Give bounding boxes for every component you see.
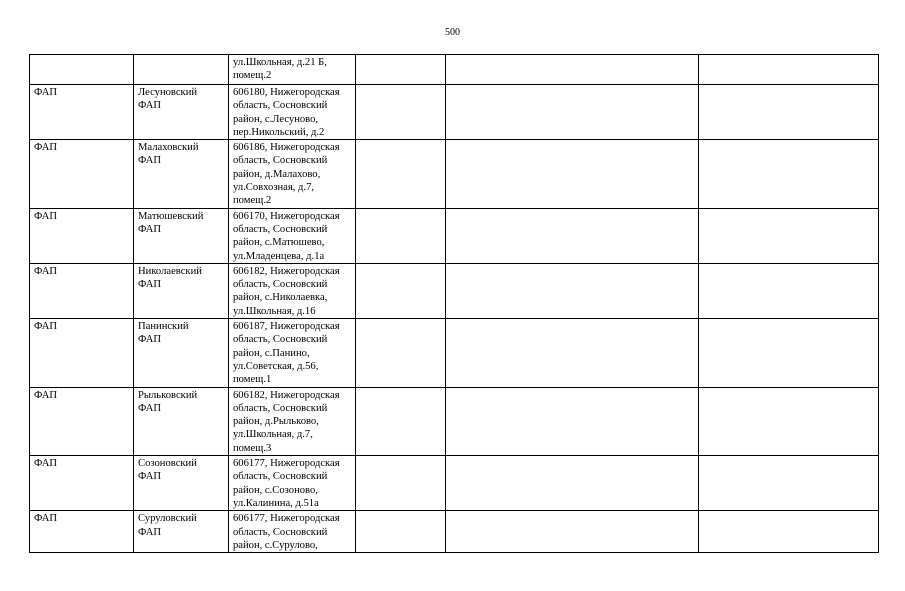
facility-address-cell: 606182, Нижегородская область, Сосновский район, с.Николаевка, ул.Школьная, д.16 <box>229 263 356 318</box>
facility-type-cell: ФАП <box>30 456 134 511</box>
facility-name-cell: Созоновский ФАП <box>134 456 229 511</box>
facility-address-cell: 606182, Нижегородская область, Сосновский район, д.Рыльково, ул.Школьная, д.7, помещ.3 <box>229 387 356 455</box>
empty-cell <box>699 55 879 85</box>
table-row <box>30 456 879 511</box>
empty-cell <box>699 263 879 318</box>
table-row <box>30 55 879 85</box>
page-number: 500 <box>445 27 460 38</box>
facility-name-cell <box>134 55 229 85</box>
facility-address-cell: 606177, Нижегородская область, Сосновский район, с.Созоново, ул.Калинина, д.51а <box>229 456 356 511</box>
facility-type-cell: ФАП <box>30 263 134 318</box>
empty-cell <box>699 456 879 511</box>
facility-address-cell: 606187, Нижегородская область, Сосновский район, с.Панино, ул.Советская, д.56, помещ.1 <box>229 319 356 387</box>
facility-table-body <box>30 55 879 553</box>
empty-cell <box>356 319 446 387</box>
empty-cell <box>356 140 446 208</box>
empty-cell <box>356 456 446 511</box>
facility-type-cell <box>30 55 134 85</box>
facility-registry-table <box>29 54 879 553</box>
facility-type-cell: ФАП <box>30 387 134 455</box>
empty-cell <box>446 85 699 140</box>
table-row <box>30 319 879 387</box>
empty-cell <box>699 208 879 263</box>
table-row <box>30 511 879 553</box>
facility-address-cell: 606186, Нижегородская область, Сосновский район, д.Малахово, ул.Совхозная, д.7, помещ.2 <box>229 140 356 208</box>
empty-cell <box>356 55 446 85</box>
empty-cell <box>356 85 446 140</box>
facility-address-cell: ул.Школьная, д.21 Б, помещ.2 <box>229 55 356 85</box>
facility-name-cell: Матюшевский ФАП <box>134 208 229 263</box>
empty-cell <box>356 208 446 263</box>
facility-type-cell: ФАП <box>30 140 134 208</box>
empty-cell <box>699 511 879 553</box>
empty-cell <box>356 511 446 553</box>
empty-cell <box>446 208 699 263</box>
empty-cell <box>446 263 699 318</box>
facility-name-cell: Малаховский ФАП <box>134 140 229 208</box>
empty-cell <box>446 319 699 387</box>
empty-cell <box>446 55 699 85</box>
facility-name-cell: Суруловский ФАП <box>134 511 229 553</box>
empty-cell <box>446 140 699 208</box>
empty-cell <box>356 387 446 455</box>
facility-type-cell: ФАП <box>30 319 134 387</box>
facility-name-cell: Панинский ФАП <box>134 319 229 387</box>
empty-cell <box>699 85 879 140</box>
facility-address-cell: 606177, Нижегородская область, Сосновский район, с.Сурулово, <box>229 511 356 553</box>
facility-name-cell: Лесуновский ФАП <box>134 85 229 140</box>
empty-cell <box>446 511 699 553</box>
table-row <box>30 208 879 263</box>
table-row <box>30 263 879 318</box>
table-row <box>30 85 879 140</box>
empty-cell <box>699 319 879 387</box>
facility-name-cell: Рыльковский ФАП <box>134 387 229 455</box>
empty-cell <box>699 387 879 455</box>
facility-type-cell: ФАП <box>30 208 134 263</box>
facility-type-cell: ФАП <box>30 85 134 140</box>
empty-cell <box>446 456 699 511</box>
empty-cell <box>446 387 699 455</box>
facility-address-cell: 606180, Нижегородская область, Сосновский район, с.Лесуново, пер.Никольский, д.2 <box>229 85 356 140</box>
table-row <box>30 387 879 455</box>
empty-cell <box>356 263 446 318</box>
facility-type-cell: ФАП <box>30 511 134 553</box>
facility-address-cell: 606170, Нижегородская область, Сосновский район, с.Матюшево, ул.Младенцева, д.1а <box>229 208 356 263</box>
table-row <box>30 140 879 208</box>
empty-cell <box>699 140 879 208</box>
facility-name-cell: Николаевский ФАП <box>134 263 229 318</box>
